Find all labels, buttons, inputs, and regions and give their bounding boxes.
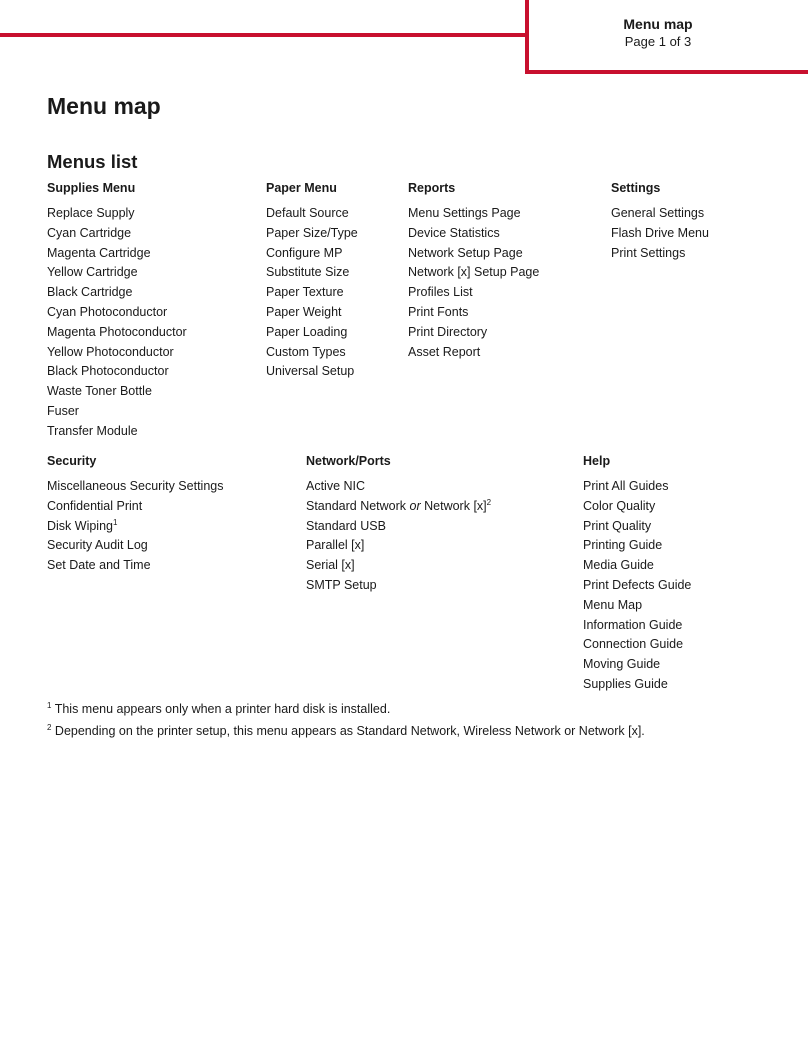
column-list — [583, 477, 691, 695]
list-item: Yellow Photoconductor — [47, 344, 174, 359]
column-list — [611, 204, 709, 263]
list-item: Set Date and Time — [47, 558, 151, 573]
list-item: Paper Size/Type — [266, 225, 358, 240]
list-item: General Settings — [611, 206, 705, 220]
list-item — [306, 497, 491, 517]
column-heading: Security — [47, 454, 97, 468]
list-item: Device Statistics — [408, 225, 500, 240]
list-item: Cyan Photoconductor — [47, 304, 168, 319]
column-list — [47, 477, 223, 576]
column-heading: Help — [583, 454, 611, 468]
column-reports — [408, 180, 539, 362]
list-item: Waste Toner Bottle — [47, 384, 152, 399]
list-item: Fuser — [47, 403, 79, 418]
footnote-ref: 2 — [486, 497, 492, 507]
list-item: Transfer Module — [47, 423, 138, 438]
list-item: Paper Texture — [266, 285, 344, 300]
column-heading: Settings — [611, 181, 661, 195]
column-settings — [611, 180, 709, 263]
column-security — [47, 453, 223, 576]
header-page-number: Page 1 of 3 — [624, 34, 692, 49]
list-item: Print Quality — [583, 518, 652, 533]
list-item-text: Disk Wiping — [47, 518, 113, 533]
list-item: Black Photoconductor — [47, 364, 169, 379]
list-item: Custom Types — [266, 344, 346, 359]
list-item: Print Fonts — [408, 304, 469, 319]
header-rule-bottom — [525, 70, 808, 74]
footnote-ref: 1 — [113, 517, 118, 527]
column-heading: Network/Ports — [306, 454, 391, 468]
list-item: Yellow Cartridge — [47, 265, 138, 280]
footnote-1 — [47, 698, 645, 720]
list-item: Default Source — [266, 206, 349, 220]
list-item: Network [x] Setup Page — [408, 265, 540, 280]
list-item: Replace Supply — [47, 206, 135, 220]
header-title: Menu map — [623, 16, 693, 32]
footnote-text: This menu appears only when a printer hard disk is installed. — [51, 702, 391, 716]
list-item: Serial [x] — [306, 558, 355, 573]
header-rule-horizontal — [0, 33, 529, 37]
list-item-text: Network [x] — [420, 498, 487, 513]
list-item: Black Cartridge — [47, 285, 133, 300]
list-item: Confidential Print — [47, 498, 143, 513]
list-item: Connection Guide — [583, 637, 684, 652]
list-item: Print Directory — [408, 324, 488, 339]
column-heading: Paper Menu — [266, 181, 337, 195]
list-item: Magenta Cartridge — [47, 245, 151, 260]
list-item: Print Defects Guide — [583, 577, 692, 592]
list-item: Menu Settings Page — [408, 206, 521, 220]
list-item-italic: or — [409, 498, 421, 513]
footnote-2 — [47, 720, 645, 742]
list-item: Profiles List — [408, 285, 473, 300]
column-help — [583, 453, 691, 695]
list-item: Print All Guides — [583, 479, 669, 493]
column-heading: Supplies Menu — [47, 181, 136, 195]
column-list — [408, 204, 539, 362]
list-item: Standard USB — [306, 518, 386, 533]
list-item: Moving Guide — [583, 657, 661, 672]
list-item: Substitute Size — [266, 265, 350, 280]
column-paper-menu — [266, 180, 358, 382]
list-item: Universal Setup — [266, 364, 355, 379]
list-item: Active NIC — [306, 479, 366, 493]
document-title: Menu map — [47, 93, 161, 119]
list-item: Print Settings — [611, 245, 686, 260]
list-item: Network Setup Page — [408, 245, 523, 260]
footnotes — [47, 698, 645, 742]
column-list — [306, 477, 491, 596]
list-item: Parallel [x] — [306, 538, 365, 553]
list-item: Asset Report — [408, 344, 481, 359]
column-heading: Reports — [408, 181, 456, 195]
list-item: Menu Map — [583, 597, 643, 612]
list-item: Flash Drive Menu — [611, 225, 709, 240]
footnote-mark: 1 — [47, 701, 52, 710]
list-item: SMTP Setup — [306, 577, 377, 592]
page-header — [529, 0, 787, 70]
list-item: Magenta Photoconductor — [47, 324, 187, 339]
column-network-ports — [306, 453, 491, 596]
column-list — [266, 204, 358, 382]
list-item: Miscellaneous Security Settings — [47, 479, 224, 493]
list-item — [47, 517, 223, 537]
list-item: Configure MP — [266, 245, 343, 260]
list-item: Cyan Cartridge — [47, 225, 132, 240]
list-item: Paper Loading — [266, 324, 348, 339]
footnote-mark: 2 — [47, 723, 52, 732]
list-item: Paper Weight — [266, 304, 342, 319]
list-item: Supplies Guide — [583, 676, 668, 691]
list-item: Security Audit Log — [47, 538, 148, 553]
list-item: Color Quality — [583, 498, 656, 513]
section-title: Menus list — [47, 151, 138, 172]
column-supplies-menu — [47, 180, 187, 442]
column-list — [47, 204, 187, 442]
footnote-text: Depending on the printer setup, this menu appears as Standard Network, Wireless Network or Network [x]. — [51, 724, 645, 738]
list-item-text: Standard Network — [306, 498, 410, 513]
list-item: Media Guide — [583, 558, 654, 573]
list-item: Printing Guide — [583, 538, 663, 553]
list-item: Information Guide — [583, 617, 683, 632]
